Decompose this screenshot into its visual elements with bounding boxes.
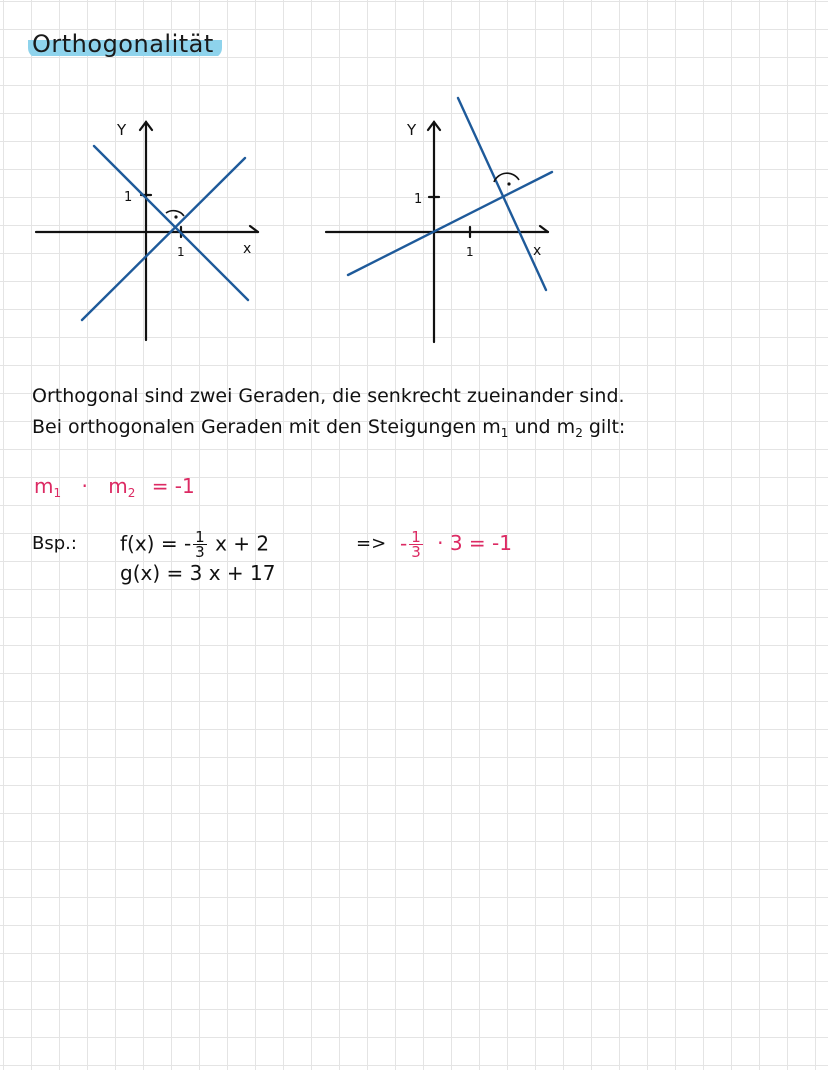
f-right: x + 2 <box>215 531 270 556</box>
m2-subscript: 2 <box>575 426 583 440</box>
y-tick-label: 1 <box>124 190 133 205</box>
line-decreasing <box>94 146 248 300</box>
example-f <box>120 530 269 560</box>
formula <box>34 474 195 500</box>
example-label: Bsp.: <box>32 533 77 554</box>
x-tick-label-right: 1 <box>466 245 474 259</box>
formula-dot: · <box>81 474 88 498</box>
right-angle-dot <box>174 215 177 218</box>
y-axis-label: Y <box>117 121 127 139</box>
result-right: · 3 = -1 <box>437 531 512 556</box>
line-steep <box>458 98 546 290</box>
condition-line <box>32 416 625 440</box>
condition-text-b: und <box>508 416 557 438</box>
f-left: f(x) = - <box>120 531 192 556</box>
y-tick-label-right: 1 <box>414 192 423 207</box>
formula-m2: m <box>108 474 128 498</box>
f-fraction: $\frac{1}{3}$ <box>195 528 205 562</box>
example-g: g(x) = 3 x + 17 <box>120 561 276 585</box>
condition-text-c: gilt: <box>582 416 626 438</box>
page-title: Orthogonalität <box>28 30 222 58</box>
x-tick-label: 1 <box>177 245 185 259</box>
formula-m2-sub: 2 <box>127 486 136 500</box>
line-increasing <box>82 158 245 320</box>
line-flat <box>348 172 552 275</box>
right-angle-icon <box>166 211 184 216</box>
definition-line: Orthogonal sind zwei Geraden, die senkrecht zueinander sind. <box>32 385 625 407</box>
formula-m1-sub: 1 <box>53 486 62 500</box>
graph-left <box>0 0 828 360</box>
implication-arrow: => <box>356 533 387 554</box>
x-axis-label-right: x <box>533 243 542 259</box>
m1-symbol: m <box>482 416 501 438</box>
m1-subscript: 1 <box>500 426 509 440</box>
formula-m1: m <box>34 474 54 498</box>
formula-rhs: = -1 <box>151 474 195 498</box>
y-axis-label-right: Y <box>407 121 417 139</box>
result-fraction: $\frac{1}{3}$ <box>411 528 421 562</box>
result-minus: - <box>400 531 408 556</box>
example-result <box>400 530 512 560</box>
condition-text-a: Bei orthogonalen Geraden mit den Steigungen <box>32 416 483 438</box>
right-angle-icon-right <box>494 173 519 182</box>
right-angle-dot-right <box>507 182 510 185</box>
x-axis-label: x <box>243 241 252 257</box>
m2-symbol: m <box>556 416 576 438</box>
